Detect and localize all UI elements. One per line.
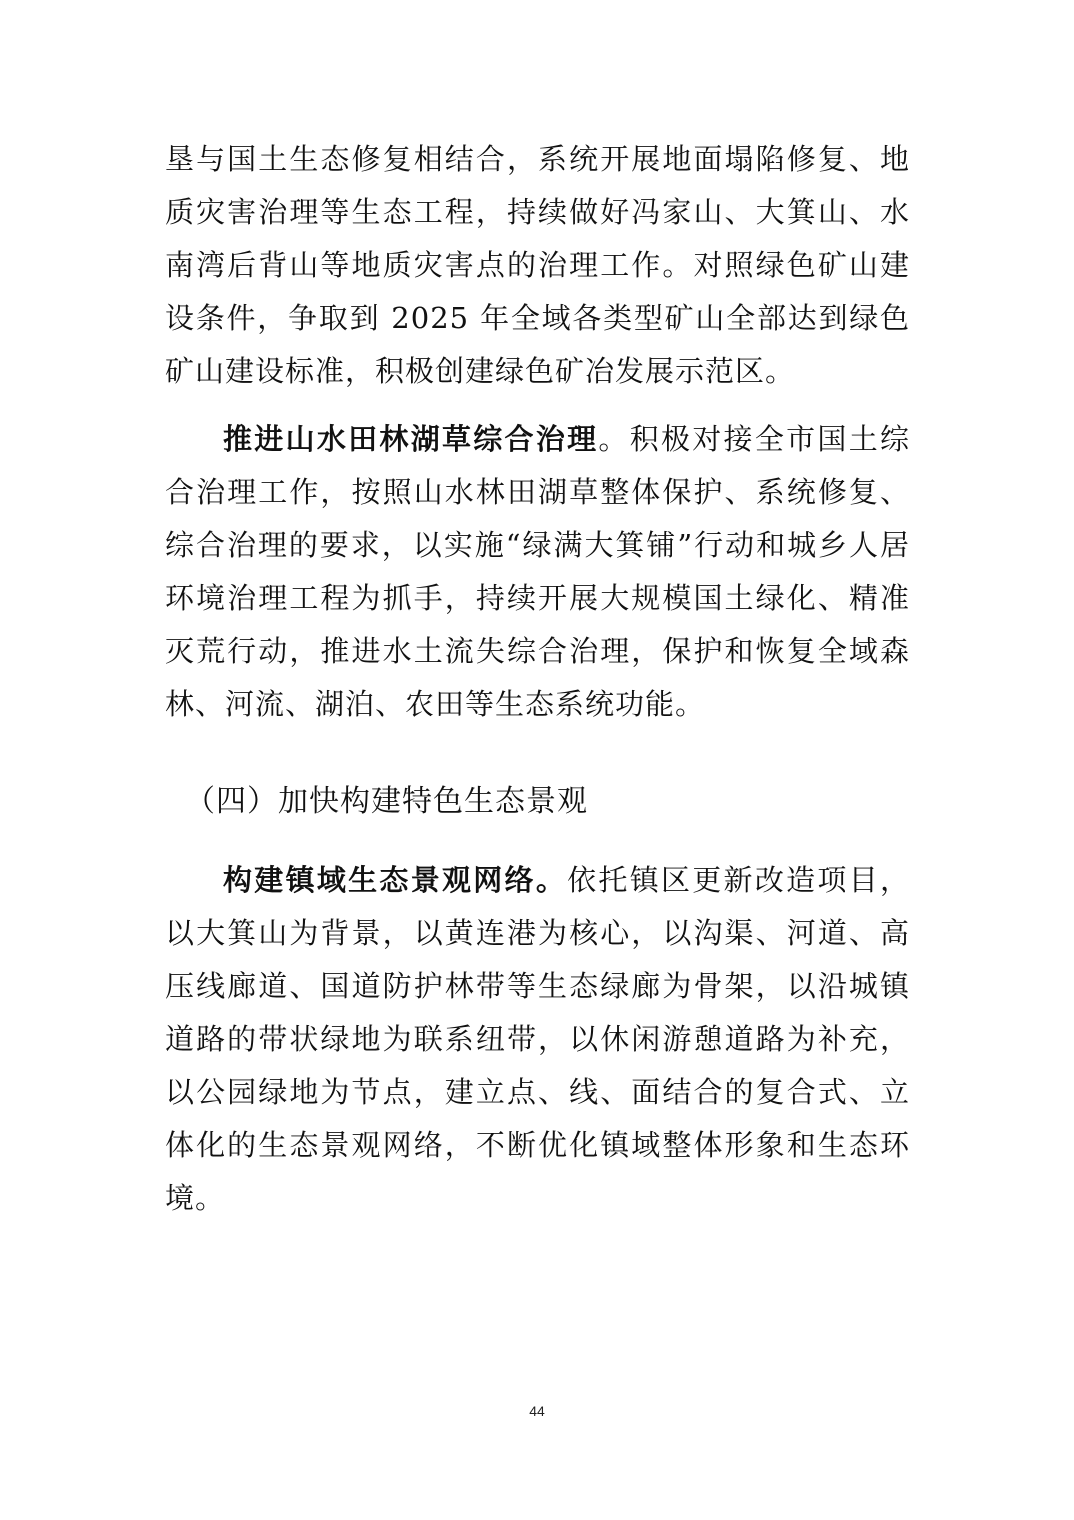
paragraph-lead-heading: 推进山水田林湖草综合治理 [223,422,599,456]
paragraph-text: 垦与国土生态修复相结合，系统开展地面塌陷修复、地质灾害治理等生态工程，持续做好冯家山、大箕山、水南湾后背山等地质灾害点的治理工作。对照绿色矿山建设条件，争取到 2025 年全域各类型矿山全部达到绿色矿山建设标准，积极创建绿色矿冶发展示范区。 [165,142,910,388]
paragraph-landscape-network [165,854,910,1225]
paragraph-text: 依托镇区更新改造项目，以大箕山为背景，以黄连港为核心，以沟渠、河道、高压线廊道、国道防护林带等生态绿廊为骨架，以沿城镇道路的带状绿地为联系纽带，以休闲游憩道路为补充，以公园绿地为节点，建立点、线、面结合的复合式、立体化的生态景观网络，不断优化镇域整体形象和生态环境。 [165,863,910,1215]
paragraph-text: 。积极对接全市国土综合治理工作，按照山水林田湖草整体保护、系统修复、综合治理的要求，以实施“绿满大箕铺”行动和城乡人居环境治理工程为抓手，持续开展大规模国土绿化、精准灭荒行动，推进水土流失综合治理，保护和恢复全域森林、河流、湖泊、农田等生态系统功能。 [165,422,910,721]
paragraph-lead-heading: 构建镇域生态景观网络。 [223,863,568,897]
paragraph-comprehensive-governance [165,413,910,731]
paragraph-mine-restoration [165,133,910,398]
page-number: 44 [529,1403,545,1419]
section-heading: （四）加快构建特色生态景观 [185,784,588,819]
